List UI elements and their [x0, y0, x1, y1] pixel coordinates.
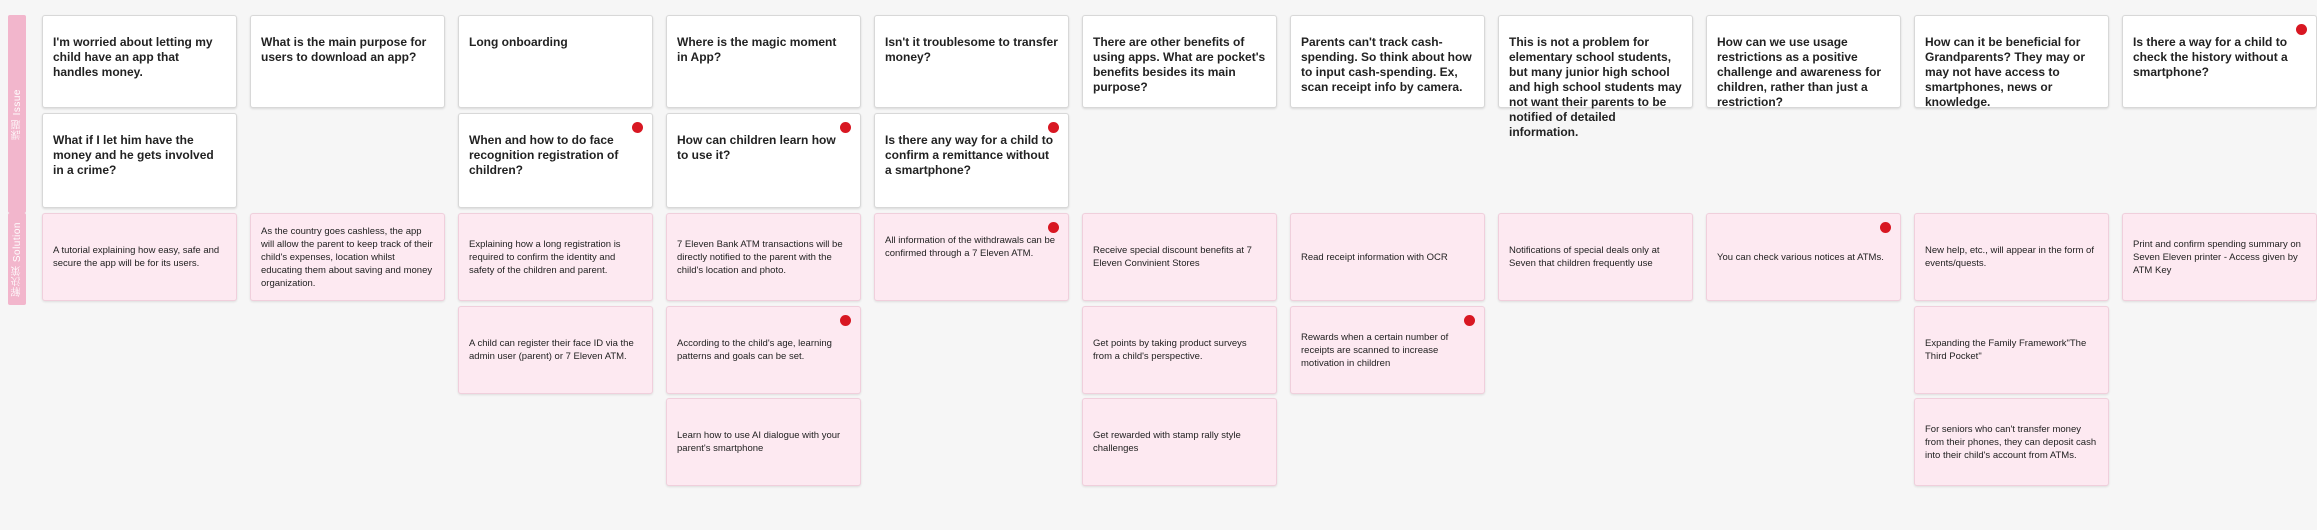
solution-note-text: Receive special discount benefits at 7 Eleven Convinient Stores — [1093, 245, 1252, 269]
solution-note-text: You can check various notices at ATMs. — [1717, 251, 1884, 263]
red-dot-vote-marker — [2296, 24, 2307, 35]
issue-sticky-note[interactable] — [874, 113, 1069, 208]
issue-sticky-note[interactable] — [458, 15, 653, 108]
solution-note-text: Get points by taking product surveys from a child's perspective. — [1093, 338, 1247, 362]
issue-sticky-note[interactable] — [666, 113, 861, 208]
solution-sticky-note[interactable] — [458, 213, 653, 301]
solution-note-text: A child can register their face ID via the admin user (parent) or 7 Eleven ATM. — [469, 338, 634, 362]
issue-sticky-note[interactable] — [666, 15, 861, 108]
solution-note-text: Print and confirm spending summary on Seven Eleven printer - Access given by ATM Key — [2133, 238, 2301, 276]
issue-sticky-note[interactable] — [2122, 15, 2317, 108]
solution-note-text: As the country goes cashless, the app will allow the parent to keep track of their child's expenses, location whilst educating them about saving and money organization. — [261, 225, 433, 289]
issue-sticky-note[interactable] — [42, 15, 237, 108]
issue-row-label-text: 課題 Issue — [11, 88, 23, 140]
solution-sticky-note[interactable] — [1706, 213, 1901, 301]
solution-row-label-text: 解決策 Solution — [11, 221, 23, 297]
solution-row-label — [8, 213, 26, 305]
issue-sticky-note[interactable] — [42, 113, 237, 208]
solution-note-text: Rewards when a certain number of receipts are scanned to increase motivation in children — [1301, 331, 1449, 369]
issue-sticky-note[interactable] — [1498, 15, 1693, 139]
solution-note-text: Expanding the Family Framework"The Third Pocket" — [1925, 338, 2087, 362]
solution-note-text: Read receipt information with OCR — [1301, 251, 1448, 263]
solution-note-text: For seniors who can't transfer money from their phones, they can deposit cash into their child's account from ATMs. — [1925, 423, 2097, 461]
solution-sticky-note[interactable] — [1082, 213, 1277, 301]
solution-sticky-note[interactable] — [1498, 213, 1693, 301]
issue-note-text: Where is the magic moment in App? — [677, 35, 837, 64]
solution-sticky-note[interactable] — [458, 306, 653, 394]
solution-sticky-note[interactable] — [250, 213, 445, 301]
issue-sticky-note[interactable] — [1706, 15, 1901, 108]
issue-sticky-note[interactable] — [1290, 15, 1485, 108]
issue-note-text: Long onboarding — [469, 35, 568, 49]
issue-note-text: What is the main purpose for users to download an app? — [261, 35, 427, 64]
issue-note-text: Is there any way for a child to confirm a remittance without a smartphone? — [885, 133, 1054, 177]
issue-note-text: How can it be beneficial for Grandparents? They may or may not have access to smartphones, news or knowledge. — [1925, 35, 2086, 109]
solution-note-text: A tutorial explaining how easy, safe and secure the app will be for its users. — [53, 245, 220, 269]
red-dot-vote-marker — [632, 122, 643, 133]
solution-sticky-note[interactable] — [666, 213, 861, 301]
solution-sticky-note[interactable] — [1914, 213, 2109, 301]
solution-note-text: Get rewarded with stamp rally style challenges — [1093, 430, 1241, 454]
solution-note-text: 7 Eleven Bank ATM transactions will be directly notified to the parent with the child's location and photo. — [677, 238, 843, 276]
issue-note-text: When and how to do face recognition registration of children? — [469, 133, 619, 177]
solution-note-text: Notifications of special deals only at Seven that children frequently use — [1509, 245, 1660, 269]
solution-note-text: Learn how to use AI dialogue with your parent's smartphone — [677, 430, 841, 454]
red-dot-vote-marker — [1464, 315, 1475, 326]
issue-sticky-note[interactable] — [1082, 15, 1277, 108]
solution-sticky-note[interactable] — [666, 306, 861, 394]
solution-sticky-note[interactable] — [874, 213, 1069, 301]
issue-row-label — [8, 15, 26, 213]
solution-note-text: New help, etc., will appear in the form of events/quests. — [1925, 245, 2094, 269]
solution-sticky-note[interactable] — [1914, 306, 2109, 394]
solution-sticky-note[interactable] — [1914, 398, 2109, 486]
solution-note-text: According to the child's age, learning patterns and goals can be set. — [677, 338, 832, 362]
solution-sticky-note[interactable] — [1290, 213, 1485, 301]
solution-sticky-note[interactable] — [2122, 213, 2317, 301]
red-dot-vote-marker — [840, 315, 851, 326]
solution-sticky-note[interactable] — [1082, 306, 1277, 394]
solution-sticky-note[interactable] — [1082, 398, 1277, 486]
issue-sticky-note[interactable] — [874, 15, 1069, 108]
issue-sticky-note[interactable] — [250, 15, 445, 108]
solution-sticky-note[interactable] — [1290, 306, 1485, 394]
red-dot-vote-marker — [1048, 222, 1059, 233]
issue-note-text: Isn't it troublesome to transfer money? — [885, 35, 1058, 64]
issue-note-text: How can children learn how to use it? — [677, 133, 836, 162]
issue-note-text: There are other benefits of using apps. What are pocket's benefits besides its main purpose? — [1093, 35, 1266, 94]
issue-note-text: Parents can't track cash-spending. So think about how to input cash-spending. Ex, scan receipt info by camera. — [1301, 35, 1472, 94]
issue-note-text: This is not a problem for elementary school students, but many junior high school and high school students may not want their parents to be notified of detailed information. — [1509, 35, 1682, 139]
issue-note-text: How can we use usage restrictions as a positive challenge and awareness for children, rather than just a restriction? — [1717, 35, 1882, 109]
issue-note-text: What if I let him have the money and he gets involved in a crime? — [53, 133, 214, 177]
red-dot-vote-marker — [1048, 122, 1059, 133]
red-dot-vote-marker — [1880, 222, 1891, 233]
solution-note-text: All information of the withdrawals can be confirmed through a 7 Eleven ATM. — [885, 235, 1056, 259]
solution-sticky-note[interactable] — [42, 213, 237, 301]
issue-sticky-note[interactable] — [1914, 15, 2109, 108]
red-dot-vote-marker — [840, 122, 851, 133]
solution-sticky-note[interactable] — [666, 398, 861, 486]
solution-note-text: Explaining how a long registration is required to confirm the identity and safety of the children and parent. — [469, 238, 621, 276]
issue-note-text: Is there a way for a child to check the history without a smartphone? — [2133, 35, 2288, 79]
issue-sticky-note[interactable] — [458, 113, 653, 208]
issue-note-text: I'm worried about letting my child have an app that handles money. — [53, 35, 213, 79]
